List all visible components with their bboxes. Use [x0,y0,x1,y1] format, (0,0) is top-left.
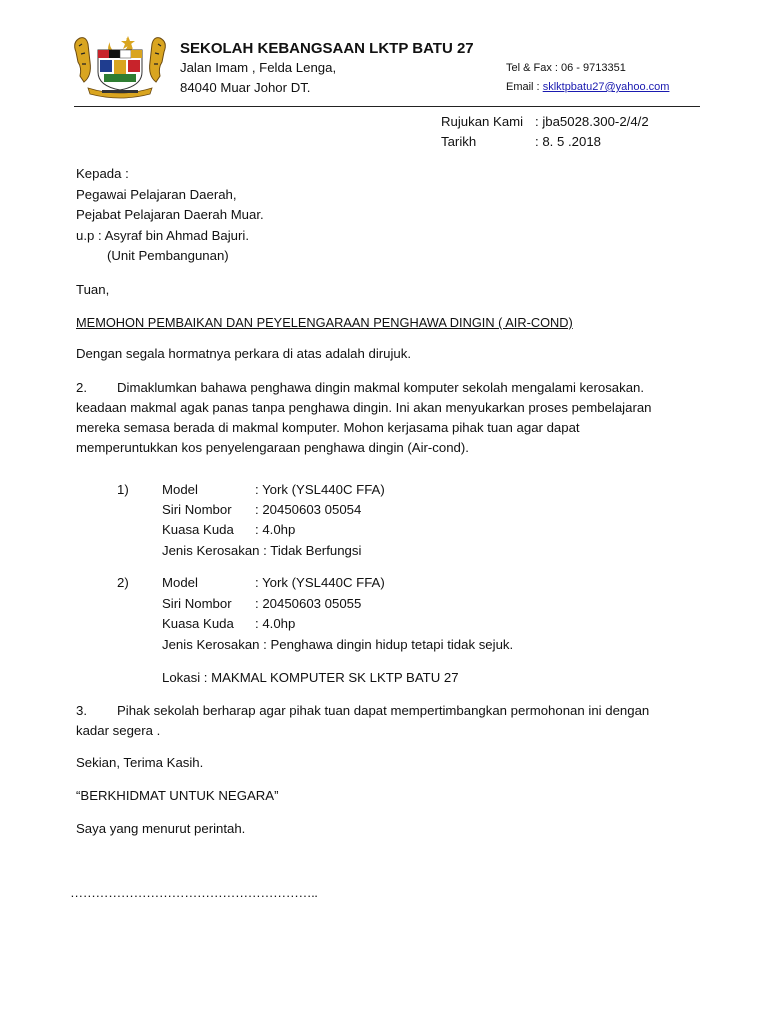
paragraph-1: Dengan segala hormatnya perkara di atas adalah dirujuk. [76,346,412,361]
unit-2-model-label: Model [162,575,198,590]
email-link[interactable]: sklktpbatu27@yahoo.com [542,81,670,93]
address-line-2: 84040 Muar Johor DT. [180,80,311,95]
unit-1-siri-value: : 20450603 05054 [255,502,362,517]
rujukan-label: Rujukan Kami [441,114,524,129]
unit-2-model-value: : York (YSL440C FFA) [255,575,385,590]
paragraph-3-line-1: Pihak sekolah berharap agar pihak tuan dapat mempertimbangkan permohonan ini dengan [117,703,650,718]
unit-1-model-label: Model [162,482,198,497]
unit-1-kuasa-label: Kuasa Kuda [162,522,234,537]
salutation: Tuan, [76,282,110,297]
sekian-line: Sekian, Terima Kasih. [76,755,204,770]
recipient-line-3: u.p : Asyraf bin Ahmad Bajuri. [76,228,249,243]
rujukan-value: : jba5028.300-2/4/2 [535,114,649,129]
tel-fax: Tel & Fax : 06 - 9713351 [506,62,626,74]
paragraph-2-number: 2. [76,380,87,395]
paragraph-3-number: 3. [76,703,87,718]
email-label: Email : [506,81,543,93]
malaysia-crest-logo [70,32,170,100]
unit-2-kuasa-value: : 4.0hp [255,616,296,631]
header-divider [74,106,700,107]
paragraph-2-line-4: memperuntukkan kos penyelengaraan penghawa dingin (Air-cond). [76,440,469,455]
lokasi-line: Lokasi : MAKMAL KOMPUTER SK LKTP BATU 27 [162,670,459,685]
recipient-line-1: Pegawai Pelajaran Daerah, [76,187,237,202]
school-name: SEKOLAH KEBANGSAAN LKTP BATU 27 [180,40,474,57]
recipient-line-2: Pejabat Pelajaran Daerah Muar. [76,207,264,222]
tarikh-value: : 8. 5 .2018 [535,134,601,149]
tarikh-label: Tarikh [441,134,477,149]
unit-1-jenis: Jenis Kerosakan : Tidak Berfungsi [162,543,362,558]
email-line [506,81,669,93]
unit-1-siri-label: Siri Nombor [162,502,232,517]
unit-1-model-value: : York (YSL440C FFA) [255,482,385,497]
unit-2-siri-value: : 20450603 05055 [255,596,362,611]
paragraph-2-line-1: Dimaklumkan bahawa penghawa dingin makmal komputer sekolah mengalami kerosakan. [117,380,645,395]
unit-1-number: 1) [117,482,129,497]
saya-line: Saya yang menurut perintah. [76,821,246,836]
signature-dotted-line: ………………………………………………….. [70,885,318,900]
recipient-line-4: (Unit Pembangunan) [107,248,229,263]
subject-heading: MEMOHON PEMBAIKAN DAN PEYELENGARAAN PENGHAWA DINGIN ( AIR-COND) [76,315,573,330]
paragraph-2-line-2: keadaan makmal agak panas tanpa penghawa dingin. Ini akan menyukarkan proses pembelajaran [76,400,652,415]
address-line-1: Jalan Imam , Felda Lenga, [180,60,337,75]
paragraph-2-line-3: mereka semasa berada di makmal komputer. Mohon kerjasama pihak tuan agar dapat [76,420,580,435]
motto-line: “BERKHIDMAT UNTUK NEGARA” [76,788,279,803]
unit-1-kuasa-value: : 4.0hp [255,522,296,537]
unit-2-kuasa-label: Kuasa Kuda [162,616,234,631]
unit-2-jenis: Jenis Kerosakan : Penghawa dingin hidup tetapi tidak sejuk. [162,637,514,652]
unit-2-siri-label: Siri Nombor [162,596,232,611]
kepada-label: Kepada : [76,166,129,181]
unit-2-number: 2) [117,575,129,590]
paragraph-3-line-2: kadar segera . [76,723,161,738]
